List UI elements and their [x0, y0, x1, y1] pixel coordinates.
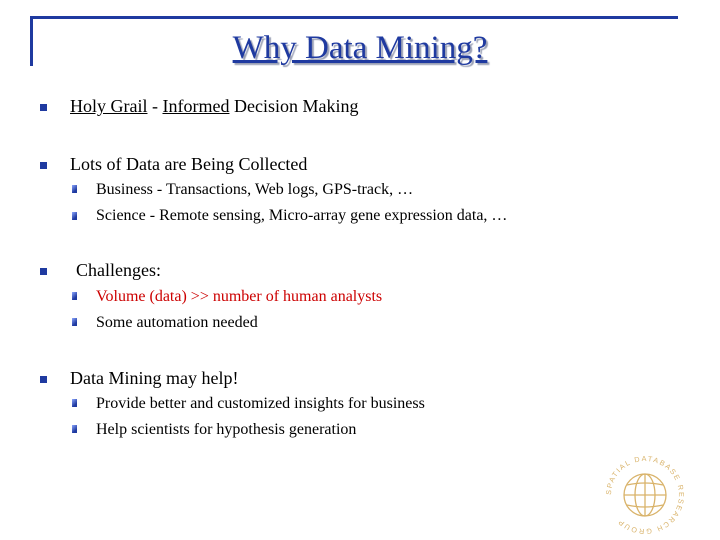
- title-frame-top-rule: [30, 16, 678, 19]
- point-lots-of-data: Lots of Data are Being Collected: [70, 154, 308, 174]
- sub-point-volume: Volume (data) >> number of human analysts: [96, 288, 383, 305]
- sub-point-hypothesis: Help scientists for hypothesis generation: [96, 421, 357, 438]
- sub-point-automation: Some automation needed: [96, 314, 258, 331]
- point-challenges: Challenges:: [76, 260, 161, 280]
- holy-grail-separator: -: [147, 96, 163, 116]
- sub-point-science: Science - Remote sensing, Micro-array gene expression data, …: [96, 207, 508, 224]
- square-bullet-icon: [40, 162, 47, 169]
- point-data-mining-may-help: Data Mining may help!: [70, 368, 239, 388]
- square-bullet-icon: [40, 376, 47, 383]
- sub-bullet-icon: [72, 185, 77, 193]
- holy-grail-text: Holy Grail: [70, 96, 148, 116]
- decision-making-text: Decision Making: [229, 96, 359, 116]
- slide-title: Why Data Mining?: [232, 30, 488, 66]
- research-group-logo-icon: [600, 455, 690, 535]
- sub-bullet-icon: [72, 425, 77, 433]
- sub-point-business: Business - Transactions, Web logs, GPS-track, …: [96, 181, 414, 198]
- informed-text: Informed: [162, 96, 230, 116]
- point-holy-grail: [70, 96, 358, 117]
- square-bullet-icon: [40, 268, 47, 275]
- logo-ring-text: SPATIAL DATABASE RESEARCH GROUP: [603, 455, 687, 535]
- sub-bullet-icon: [72, 212, 77, 220]
- sub-point-insights: Provide better and customized insights for business: [96, 395, 425, 412]
- square-bullet-icon: [40, 104, 47, 111]
- sub-bullet-icon: [72, 399, 77, 407]
- sub-bullet-icon: [72, 318, 77, 326]
- sub-bullet-icon: [72, 292, 77, 300]
